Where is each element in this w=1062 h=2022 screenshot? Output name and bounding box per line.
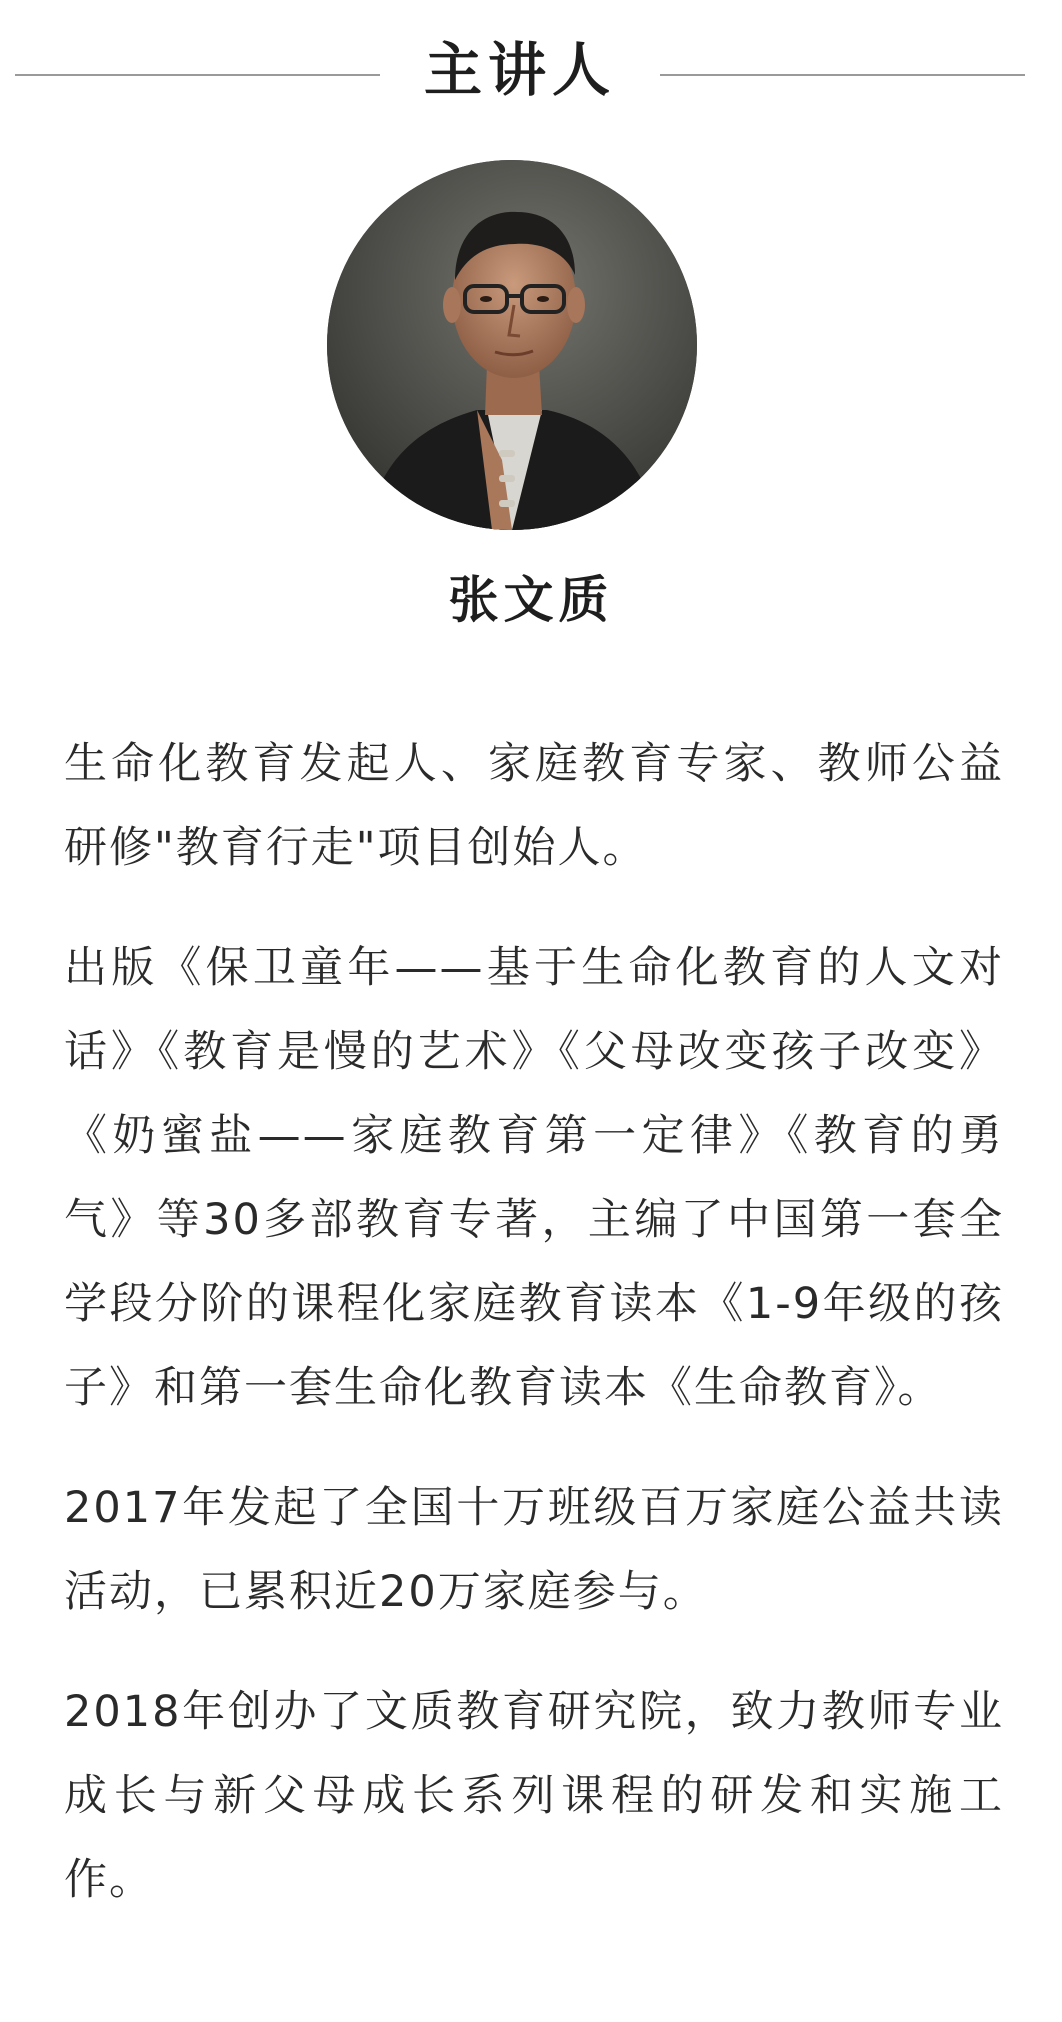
bio-paragraph: 出版《保卫童年——基于生命化教育的人文对话》《教育是慢的艺术》《父母改变孩子改变》《奶蜜盐——家庭教育第一定律》《教育的勇气》等30多部教育专著，主编了中国第一套全学段分阶的课程化家庭教育读本《1-9年级的孩子》和第一套生命化教育读本《生命教育》。 [64,943,1004,1413]
bio-paragraph: 2017年发起了全国十万班级百万家庭公益共读活动，已累积近20万家庭参与。 [64,1483,1004,1617]
section-header [0,0,1062,150]
header-divider-right [660,74,1025,76]
section-title: 主讲人 [423,36,616,104]
header-divider-left [15,74,380,76]
bio-paragraph: 生命化教育发起人、家庭教育专家、教师公益研修"教育行走"项目创始人。 [64,739,1004,873]
speaker-name: 张文质 [448,571,614,629]
bio-paragraph: 2018年创办了文质教育研究院，致力教师专业成长与新父母成长系列课程的研发和实施工作。 [64,1687,1004,1905]
speaker-bio [64,722,1004,1958]
speaker-portrait [327,160,697,530]
portrait-photo-icon [327,160,697,530]
